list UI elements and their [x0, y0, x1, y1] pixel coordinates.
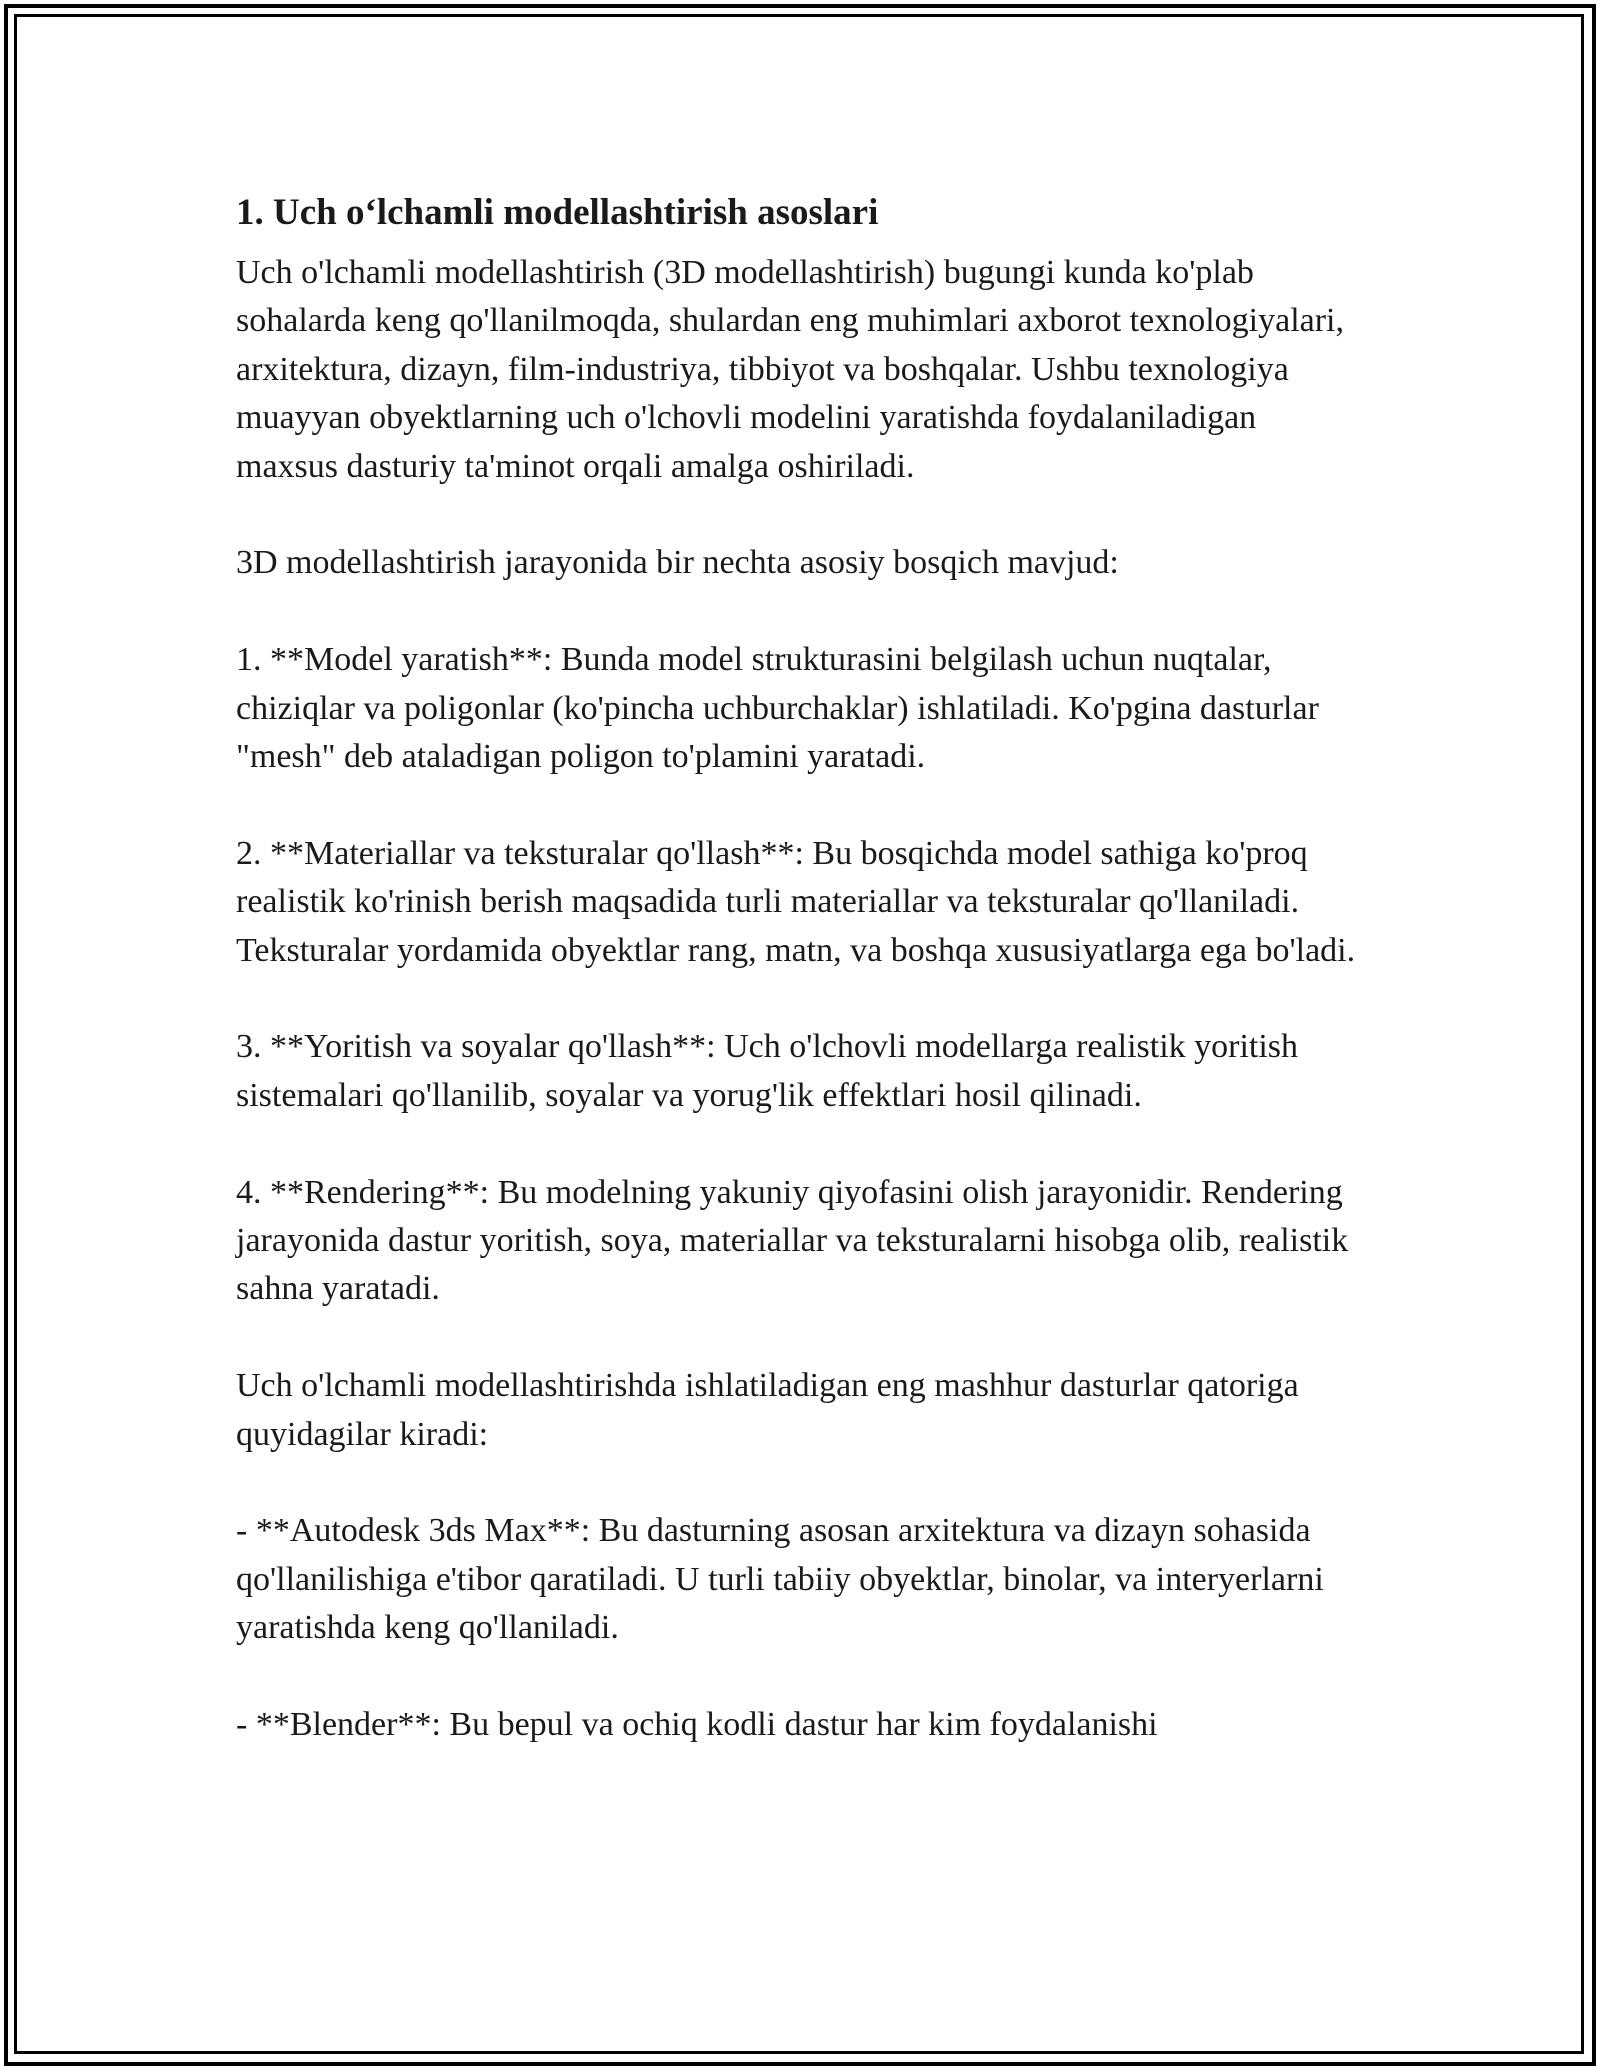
software-3dsmax-paragraph: - **Autodesk 3ds Max**: Bu dasturning asosan arxitektura va dizayn sohasida qo'llanilishiga e'tibor qaratiladi. U turli tabiiy obyektlar, binolar, va interyerlarni yaratishda keng qo'llaniladi. — [236, 1512, 1324, 1647]
stage-materials-paragraph: 2. **Materiallar va teksturalar qo'llash**: Bu bosqichda model sathiga ko'proq realistik ko'rinish berish maqsadida turli materiallar va teksturalar qo'llaniladi. Teksturalar yordamida obyektlar rang, matn, va boshqa xususiyatlarga ega bo'ladi. — [236, 834, 1356, 969]
stage-rendering-paragraph: 4. **Rendering**: Bu modelning yakuniy qiyofasini olish jarayonidir. Rendering jarayonida dastur yoritish, soya, materiallar va teksturalarni hisobga olib, realistik sahna yaratadi. — [236, 1173, 1349, 1308]
software-blender-paragraph: - **Blender**: Bu bepul va ochiq kodli dastur har kim foydalanishi — [236, 1706, 1158, 1744]
document-body — [236, 183, 1356, 1749]
software-intro-paragraph: Uch o'lchamli modellashtirishda ishlatiladigan eng mashhur dasturlar qatoriga quyidagilar kiradi: — [236, 1367, 1299, 1453]
section-heading: 1. Uch o‘lchamli modellashtirish asoslari — [236, 192, 879, 233]
intro-paragraph: Uch o'lchamli modellashtirish (3D modellashtirish) bugungi kunda ko'plab sohalarda keng qo'llanilmoqda, shulardan eng muhimlari axborot texnologiyalari, arxitektura, dizayn, film-industriya, tibbiyot va boshqalar. Ushbu texnologiya muayyan obyektlarning uch o'lchovli modelini yaratishda foydalaniladigan maxsus dasturiy ta'minot orqali amalga oshiriladi. — [236, 254, 1345, 485]
stage-lighting-paragraph: 3. **Yoritish va soyalar qo'llash**: Uch o'lchovli modellarga realistik yoritish sistemalari qo'llanilib, soyalar va yorug'lik effektlari hosil qilinadi. — [236, 1028, 1299, 1114]
stage-model-creation-paragraph: 1. **Model yaratish**: Bunda model strukturasini belgilash uchun nuqtalar, chiziqlar va poligonlar (ko'pincha uchburchaklar) ishlatiladi. Ko'pgina dasturlar "mesh" deb ataladigan poligon to'plamini yaratadi. — [236, 641, 1319, 776]
stages-intro-paragraph: 3D modellashtirish jarayonida bir nechta asosiy bosqich mavjud: — [236, 544, 1119, 582]
